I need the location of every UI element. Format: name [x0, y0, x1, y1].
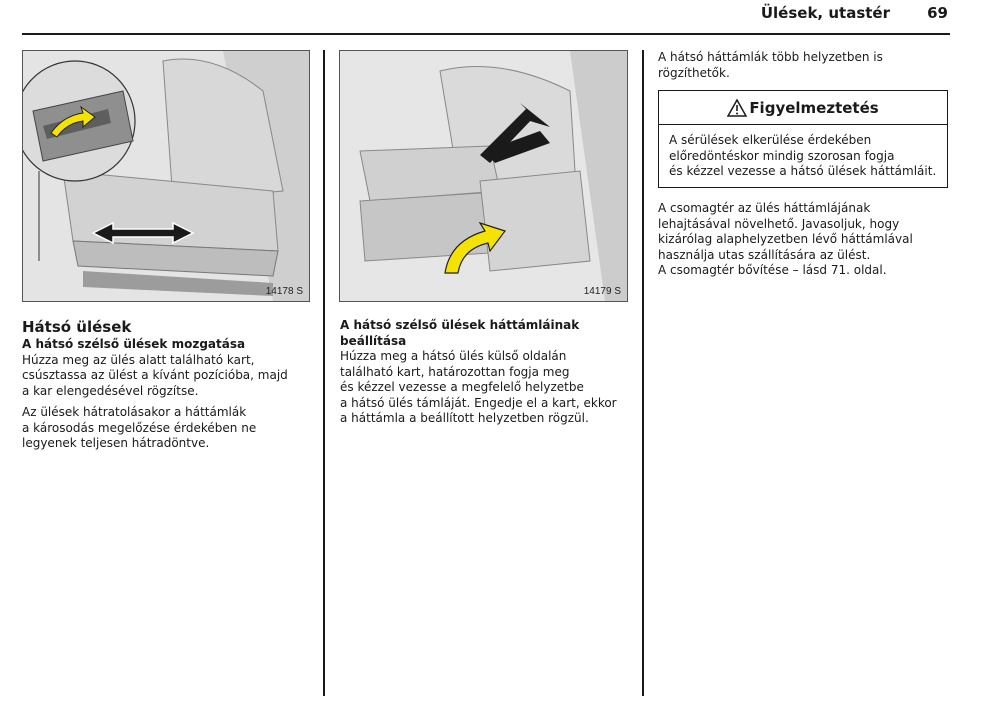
column-divider-2 [642, 50, 644, 696]
paragraph-luggage-reference: A csomagtér bővítése – lásd 71. oldal. [658, 263, 887, 277]
warning-title: Figyelmeztetés [749, 98, 879, 117]
backrest-adjust-illustration [340, 51, 627, 301]
column-2-text [340, 318, 635, 427]
subheading-seat-slide: A hátsó szélső ülések mozgatása [22, 337, 246, 351]
warning-header [659, 91, 947, 125]
figure-seat-slide [22, 50, 310, 302]
header-rule [22, 33, 950, 35]
column-1-text [22, 318, 317, 452]
column-divider-1 [323, 50, 325, 696]
warning-text: A sérülések elkerülése érdekében előredöntéskor mindig szorosan fogja és kézzel vezesse a hátsó ülések háttámláit. [669, 133, 937, 178]
section-heading: Hátsó ülések [22, 318, 132, 336]
figure-backrest-adjust [339, 50, 628, 302]
warning-box [658, 90, 948, 188]
seat-slide-illustration [23, 51, 309, 301]
page-number: 69 [927, 4, 948, 22]
paragraph-seat-slide: Húzza meg az ülés alatt található kart, csúsztassa az ülést a kívánt pozícióba, majd a kar elengedésével rögzítse. [22, 352, 288, 398]
column-3-intro [658, 50, 953, 81]
figure-label: 14178 S [265, 286, 303, 297]
section-title: Ülések, utastér [760, 4, 890, 22]
warning-triangle-icon [727, 99, 747, 117]
paragraph-backrest-adjust: Húzza meg a hátsó ülés külső oldalán található kart, határozottan fogja meg és kézzel vezesse a megfelelő helyzetbe a hátsó ülés támláját. Engedje el a kart, ekkor a háttámla a beállított helyzetben rögzül. [340, 349, 617, 425]
subheading-backrest-adjust: A hátsó szélső ülések háttámláinak beállítása [340, 318, 580, 348]
paragraph-backrest-caution: Az ülések hátratolásakor a háttámlák a károsodás megelőzése érdekében ne legyenek teljesen hátradöntve. [22, 405, 257, 450]
column-3-text [658, 201, 953, 279]
paragraph-luggage: A csomagtér az ülés háttámlájának lehajtásával növelhető. Javasoljuk, hogy kizárólag alaphelyzetben lévő háttámlával használja utas szállítására az ülést. [658, 201, 913, 262]
figure-label: 14179 S [583, 286, 621, 297]
paragraph-positions: A hátsó háttámlák több helyzetben is rögzíthetők. [658, 50, 883, 80]
